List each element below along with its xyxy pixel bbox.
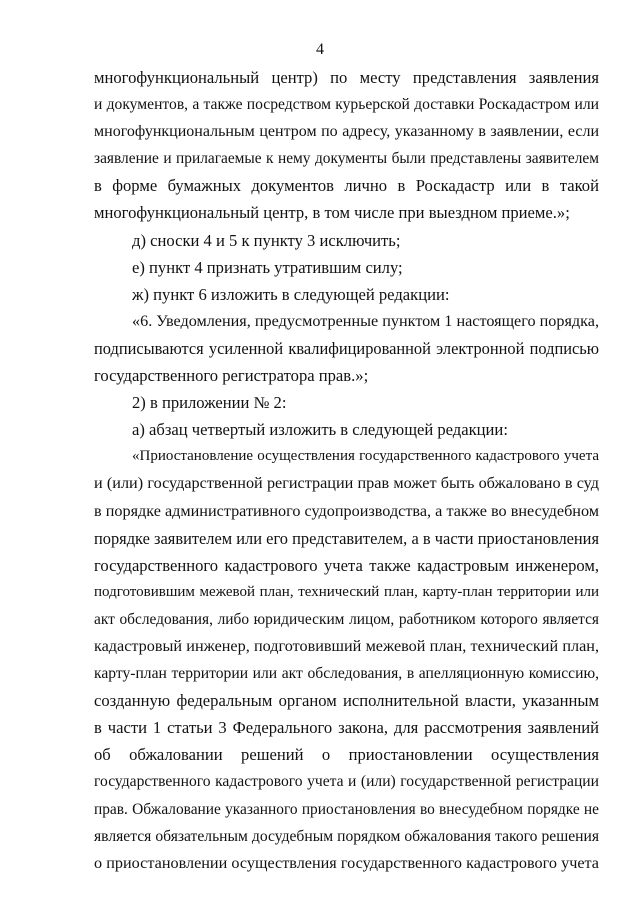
text-line: «6. Уведомления, предусмотренные пунктом 1 настоящего порядка,	[132, 311, 599, 330]
page-number: 4	[316, 41, 324, 58]
text-line: прав. Обжалование указанного приостановления во внесудебном порядке не	[94, 800, 599, 818]
text-line: карту-план территории или акт обследования, в апелляционную комиссию,	[94, 665, 599, 683]
text-line: заявление и прилагаемые к нему документы были представлены заявителем	[94, 150, 599, 168]
text-line: порядке заявителем или его представителем, а в части приостановления	[94, 528, 599, 548]
text-line: кадастровый инженер, подготовивший межевой план, технический план,	[94, 636, 599, 655]
text-line: государственного кадастрового учета также кадастровым инженером,	[94, 555, 599, 575]
document-body	[94, 64, 599, 877]
text-line: многофункциональным центром по адресу, указанному в заявлении, если	[94, 123, 599, 141]
text-line: является обязательным досудебным порядком обжалования такого решения	[94, 827, 599, 845]
text-line: в части 1 статьи 3 Федерального закона, для рассмотрения заявлений	[94, 718, 599, 738]
text-line: «Приостановление осуществления государственного кадастрового учета	[132, 448, 599, 465]
text-line: а) абзац четвертый изложить в следующей редакции:	[132, 420, 508, 440]
text-line: созданную федеральным органом исполнительной власти, указанным	[94, 691, 599, 711]
text-line: государственного регистратора прав.»;	[94, 366, 369, 386]
text-line: акт обследования, либо юридическим лицом, работником которого является	[94, 610, 599, 628]
text-line: ж) пункт 6 изложить в следующей редакции:	[132, 284, 450, 304]
text-line: и документов, а также посредством курьерской доставки Роскадастром или	[94, 96, 599, 114]
text-line: многофункциональный центр) по месту представления заявления	[94, 68, 599, 87]
text-line: в форме бумажных документов лично в Роскадастр или в такой	[94, 176, 599, 196]
text-line: о приостановлении осуществления государственного кадастрового учета	[94, 853, 599, 872]
text-line: и (или) государственной регистрации прав может быть обжаловано в суд	[94, 474, 599, 493]
text-line: д) сноски 4 и 5 к пункту 3 исключить;	[132, 230, 401, 250]
text-line: е) пункт 4 признать утратившим силу;	[132, 257, 403, 277]
text-line: государственного кадастрового учета и (или) государственной регистрации	[94, 773, 599, 791]
text-line: подготовившим межевой план, технический план, карту-план территории или	[94, 583, 599, 600]
text-line: об обжаловании решений о приостановлении осуществления	[94, 745, 599, 765]
text-line: 2) в приложении № 2:	[132, 393, 287, 413]
text-line: многофункциональный центр, в том числе при выездном приеме.»;	[94, 203, 570, 223]
text-line: в порядке административного судопроизводства, а также во внесудебном	[94, 501, 599, 520]
text-line: подписываются усиленной квалифицированной электронной подписью	[94, 338, 599, 358]
